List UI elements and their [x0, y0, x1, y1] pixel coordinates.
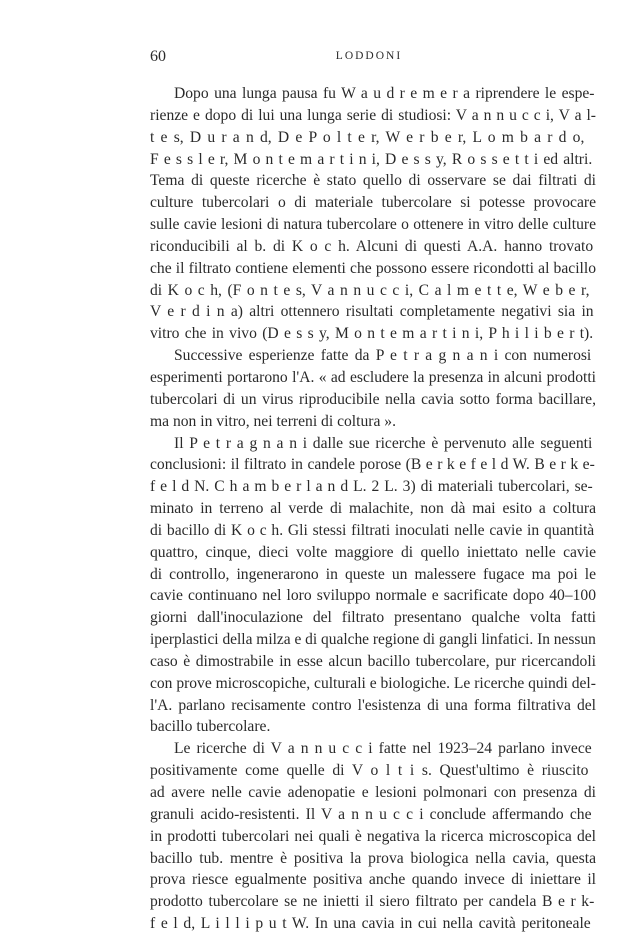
text-line: bacillo tub. mentre è positiva la prova biologica nella cavia, questa [150, 849, 596, 867]
text-line: ma non in vitro, nei terreni di coltura ». [150, 412, 396, 430]
text-line: f e l d N. C h a m b e r l a n d L. 2 L. 3) di materiali tubercolari, se- [150, 478, 593, 496]
text-line: tubercolari di un virus riproducibile nella cavia sotto forma bacillare, [150, 390, 596, 408]
text-line: che il filtrato contiene elementi che possono essere ricondotti al bacillo [150, 259, 596, 277]
text-line: ad avere nelle cavie adenopatie e lesioni polmonari con presenza di [150, 784, 596, 801]
text-line: prodotto tubercolare se ne inietti il siero filtrato per candela B e r k- [150, 893, 595, 911]
text-line: V e r d i n a) altri ottennero risultati completamente negativi sia in [150, 303, 594, 321]
text-line: Il P e t r a g n a n i dalle sue ricerche è pervenuto alle seguenti [174, 434, 593, 452]
text-line: giorni dall'inoculazione del filtrato presentano qualche volta fatti [150, 609, 596, 627]
text-line: esperimenti portarono l'A. « ad escludere la presenza in alcuni prodotti [150, 368, 596, 386]
text-line: bacillo tubercolare. [150, 718, 271, 736]
text-line: minato in terreno al verde di malachite, non dà mai esito a coltura [150, 500, 596, 518]
page-number: 60 [150, 48, 166, 65]
text-line: l'A. parlano recisamente contro l'esistenza di una forma filtrativa del [150, 696, 596, 714]
text-line: f e l d, L i l l i p u t W. In una cavia in cui nella cavità peritoneale [150, 915, 591, 933]
text-line: granuli acido-resistenti. Il V a n n u c c i conclude affermando che [150, 805, 592, 823]
text-line: di bacillo di K o c h. Gli stessi filtrati inoculati nelle cavie in quantità [150, 521, 595, 539]
text-line: t e s, D u r a n d, D e P o l t e r, W e r b e r, L o m b a r d o, [150, 128, 585, 146]
text-line: Tema di queste ricerche è stato quello di osservare se dai filtrati di [150, 172, 596, 190]
running-head: LODDONI [335, 50, 403, 62]
text-line: di controllo, ingenerarono in queste un malessere fugace ma poi le [150, 565, 596, 583]
text-line: iperplastici della milza e di qualche regione di gangli linfatici. In nessun [150, 631, 596, 649]
text-line: Successive esperienze fatte da P e t r a g n a n i con numerosi [174, 347, 592, 365]
text-line: F e s s l e r, M o n t e m a r t i n i, D e s s y, R o s s e t t i ed altri. [150, 150, 593, 168]
text-line: cavie continuano nel loro sviluppo normale e sacrificate dopo 40–100 [150, 587, 596, 605]
text-line: culture tubercolari o di materiale tubercolare si potesse provocare [150, 194, 596, 212]
text-line: riconducibili al b. di K o c h. Alcuni di questi A.A. hanno trovato [150, 237, 594, 255]
text-line: sulle cavie lesioni di natura tubercolare o ottenere in vitro delle culture [150, 216, 596, 234]
body-text [150, 83, 596, 935]
text-line: di K o c h, (F o n t e s, V a n n u c c i, C a l m e t t e, W e b e r, [150, 281, 590, 299]
text-line: con prove microscopiche, culturali e biologiche. Le ricerche quindi del- [150, 674, 596, 692]
text-line: vitro che in vivo (D e s s y, M o n t e m a r t i n i, P h i l i b e r t). [150, 325, 594, 343]
text-line: prova riesce egualmente positiva anche quando invece di iniettare il [150, 871, 596, 889]
text-line: quattro, cinque, dieci volte maggiore di quello iniettato nelle cavie [150, 543, 596, 561]
text-line: caso è dimostrabile in esse alcun bacillo tubercolare, pur ricercandoli [150, 652, 596, 670]
text-line: in prodotti tubercolari nei quali è negativa la ricerca microscopica del [150, 827, 596, 845]
text-line: conclusioni: il filtrato in candele porose (B e r k e f e l d W. B e r k e- [150, 456, 595, 474]
text-line: positivamente come quelle di V o l t i s. Quest'ultimo è riuscito [150, 762, 589, 780]
text-line: Dopo una lunga pausa fu W a u d r e m e r a riprendere le espe- [174, 85, 595, 102]
text-line: rienze e dopo di lui una lunga serie di studiosi: V a n n u c c i, V a l- [150, 106, 596, 124]
page-header [150, 48, 588, 70]
text-line: Le ricerche di V a n n u c c i fatte nel 1923–24 parlano invece [174, 740, 592, 758]
